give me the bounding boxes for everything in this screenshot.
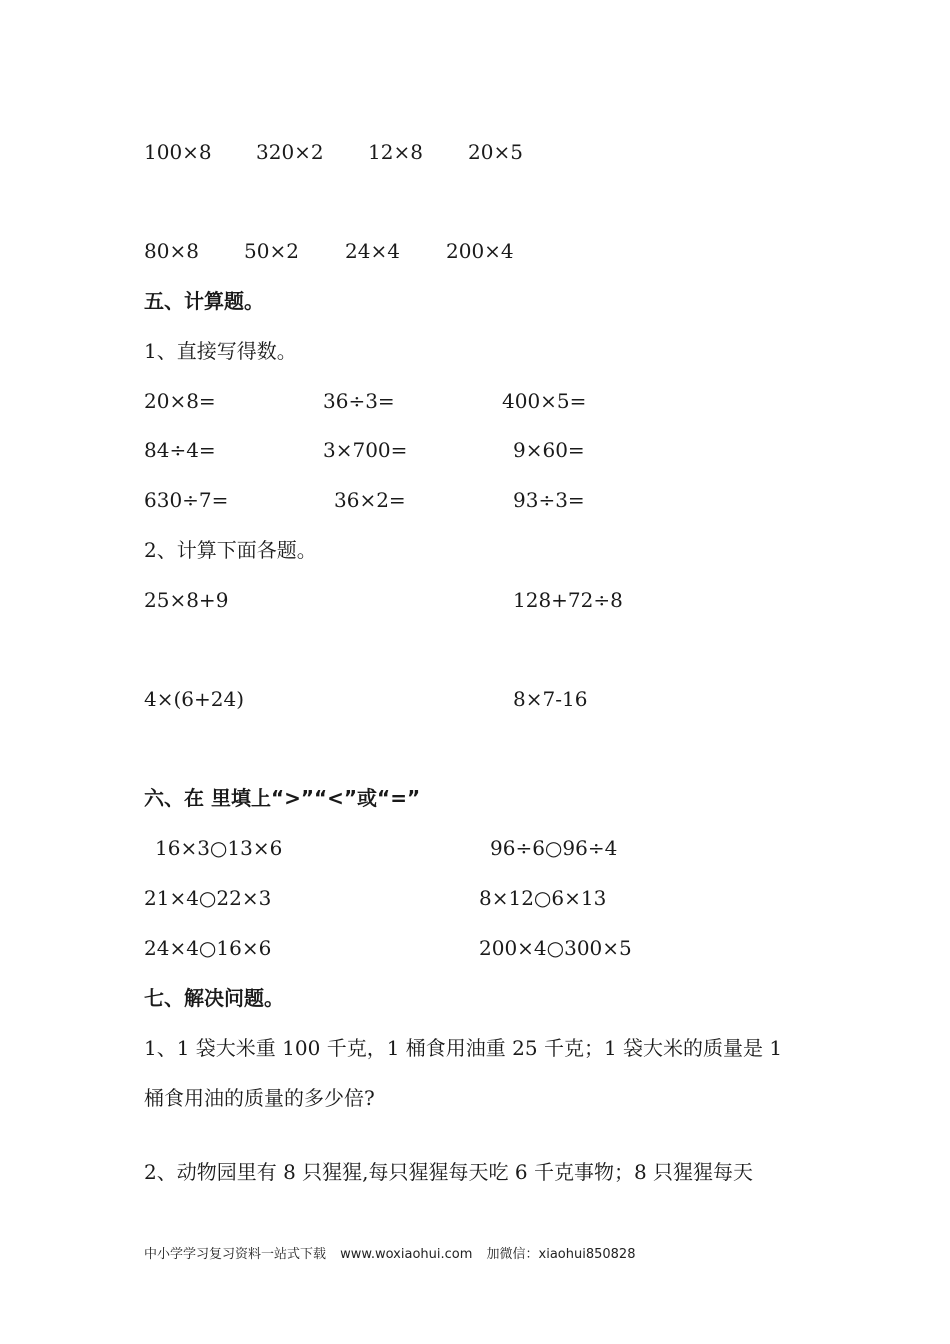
- direct-1-1: 20×8=: [144, 389, 216, 413]
- direct-3-1: 630÷7=: [144, 488, 229, 512]
- compare-2-1: 21×4○22×3: [144, 886, 272, 910]
- warmup-1-3: 12×8: [368, 140, 423, 164]
- compare-3-2: 200×4○300×5: [479, 936, 632, 960]
- question-2-line-1: 2、动物园里有 8 只猩猩,每只猩猩每天吃 6 千克事物；8 只猩猩每天: [144, 1160, 754, 1184]
- page-footer: [144, 1247, 645, 1263]
- question-1-line-2: 桶食用油的质量的多少倍?: [144, 1086, 375, 1110]
- warmup-2-1: 80×8: [144, 239, 199, 263]
- direct-2-3: 9×60=: [513, 438, 585, 462]
- calc-1-1: 25×8+9: [144, 588, 229, 612]
- calc-2-1: 4×(6+24): [144, 687, 245, 711]
- direct-2-2: 3×700=: [323, 438, 408, 462]
- compare-3-1: 24×4○16×6: [144, 936, 272, 960]
- direct-1-2: 36÷3=: [323, 389, 395, 413]
- section-6-heading: 六、在 里填上“>”“<”或“=”: [144, 786, 421, 810]
- question-1-line-1: 1、1 袋大米重 100 千克，1 桶食用油重 25 千克；1 袋大米的质量是 1: [144, 1036, 783, 1060]
- direct-3-2: 36×2=: [334, 488, 406, 512]
- section-7-heading: 七、解决问题。: [144, 986, 284, 1010]
- warmup-2-3: 24×4: [345, 239, 400, 263]
- warmup-2-2: 50×2: [244, 239, 299, 263]
- warmup-2-4: 200×4: [446, 239, 514, 263]
- section-5-heading: 五、计算题。: [144, 289, 264, 313]
- warmup-1-4: 20×5: [468, 140, 523, 164]
- footer-slogan: 中小学学习复习资料一站式下载: [144, 1247, 327, 1262]
- warmup-1-2: 320×2: [256, 140, 324, 164]
- compare-1-2: 96÷6○96÷4: [490, 836, 618, 860]
- direct-2-1: 84÷4=: [144, 438, 216, 462]
- calc-1-2: 128+72÷8: [513, 588, 623, 612]
- compare-2-2: 8×12○6×13: [479, 886, 607, 910]
- calc-2-2: 8×7-16: [513, 687, 588, 711]
- section-5-part1-title: 1、直接写得数。: [144, 339, 297, 363]
- compare-1-1: 16×3○13×6: [155, 836, 283, 860]
- direct-3-3: 93÷3=: [513, 488, 585, 512]
- section-5-part2-title: 2、计算下面各题。: [144, 538, 317, 562]
- warmup-1-1: 100×8: [144, 140, 212, 164]
- footer-wechat: 加微信：xiaohui850828: [486, 1247, 636, 1262]
- footer-website-link[interactable]: www.woxiaohui.com: [340, 1247, 473, 1262]
- direct-1-3: 400×5=: [502, 389, 587, 413]
